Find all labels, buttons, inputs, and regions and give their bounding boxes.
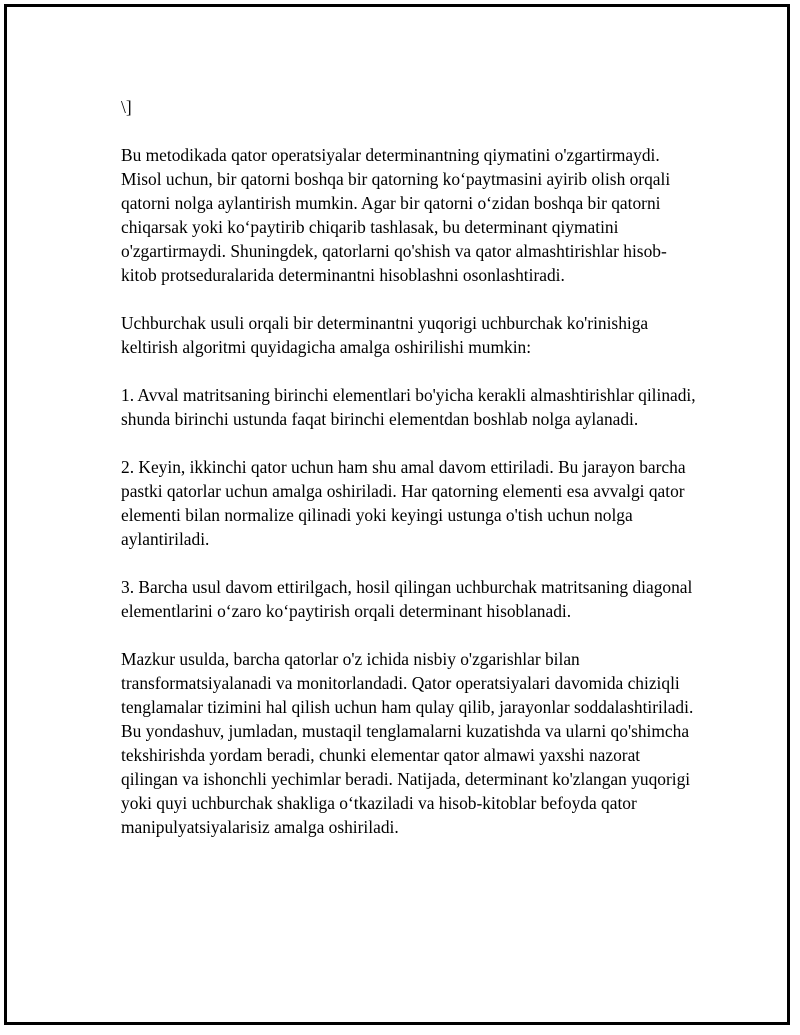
- paragraph-triangular-intro: Uchburchak usuli orqali bir determinantni yuqorigi uchburchak ko'rinishiga keltirish algoritmi quyidagicha amalga oshirilishi mumkin:: [121, 313, 649, 357]
- paragraph-step-1: 1. Avval matritsaning birinchi elementlari bo'yicha kerakli almashtirishlar qilinadi, shunda birinchi ustunda faqat birinchi elementdan boshlab nolga aylanadi.: [121, 385, 696, 429]
- document-body: [121, 95, 696, 863]
- document-page: [4, 4, 790, 1025]
- bracket-marker: \]: [121, 97, 132, 117]
- paragraph-conclusion: Mazkur usulda, barcha qatorlar o'z ichida nisbiy o'zgarishlar bilan transformatsiyalanadi va monitorlandadi. Qator operatsiyalari davomida chiziqli tenglamalar tizimini hal qilish uchun ham qulay qilib, jarayonlar soddalashtiriladi. Bu yondashuv, jumladan, mustaqil tenglamalarni kuzatishda va ularni qo'shimcha tekshirishda yordam beradi, chunki elementar qator almawi yaxshi nazorat qilingan va ishonchli yechimlar beradi. Natijada, determinant ko'zlangan yuqorigi yoki quyi uchburchak shakliga oʻtkaziladi va hisob-kitoblar befoyda qator manipulyatsiyalarisiz amalga oshiriladi.: [121, 649, 694, 837]
- paragraph-row-operations: Bu metodikada qator operatsiyalar determinantning qiymatini o'zgartirmaydi. Misol uchun, bir qatorni boshqa bir qatorning koʻpaytmasini ayirib olish orqali qatorni nolga aylantirish mumkin. Agar bir qatorni oʻzidan boshqa bir qatorni chiqarsak yoki koʻpaytirib chiqarib tashlasak, bu determinant qiymatini o'zgartirmaydi. Shuningdek, qatorlarni qo'shish va qator almashtirishlar hisob-kitob protseduralarida determinantni hisoblashni osonlashtiradi.: [121, 145, 671, 285]
- paragraph-step-2: 2. Keyin, ikkinchi qator uchun ham shu amal davom ettiriladi. Bu jarayon barcha pastki qatorlar uchun amalga oshiriladi. Har qatorning elementi esa avvalgi qator elementi bilan normalize qilinadi yoki keyingi ustunga o'tish uchun nolga aylantiriladi.: [121, 457, 686, 549]
- paragraph-step-3: 3. Barcha usul davom ettirilgach, hosil qilingan uchburchak matritsaning diagonal elementlarini oʻzaro koʻpaytirish orqali determinant hisoblanadi.: [121, 577, 693, 621]
